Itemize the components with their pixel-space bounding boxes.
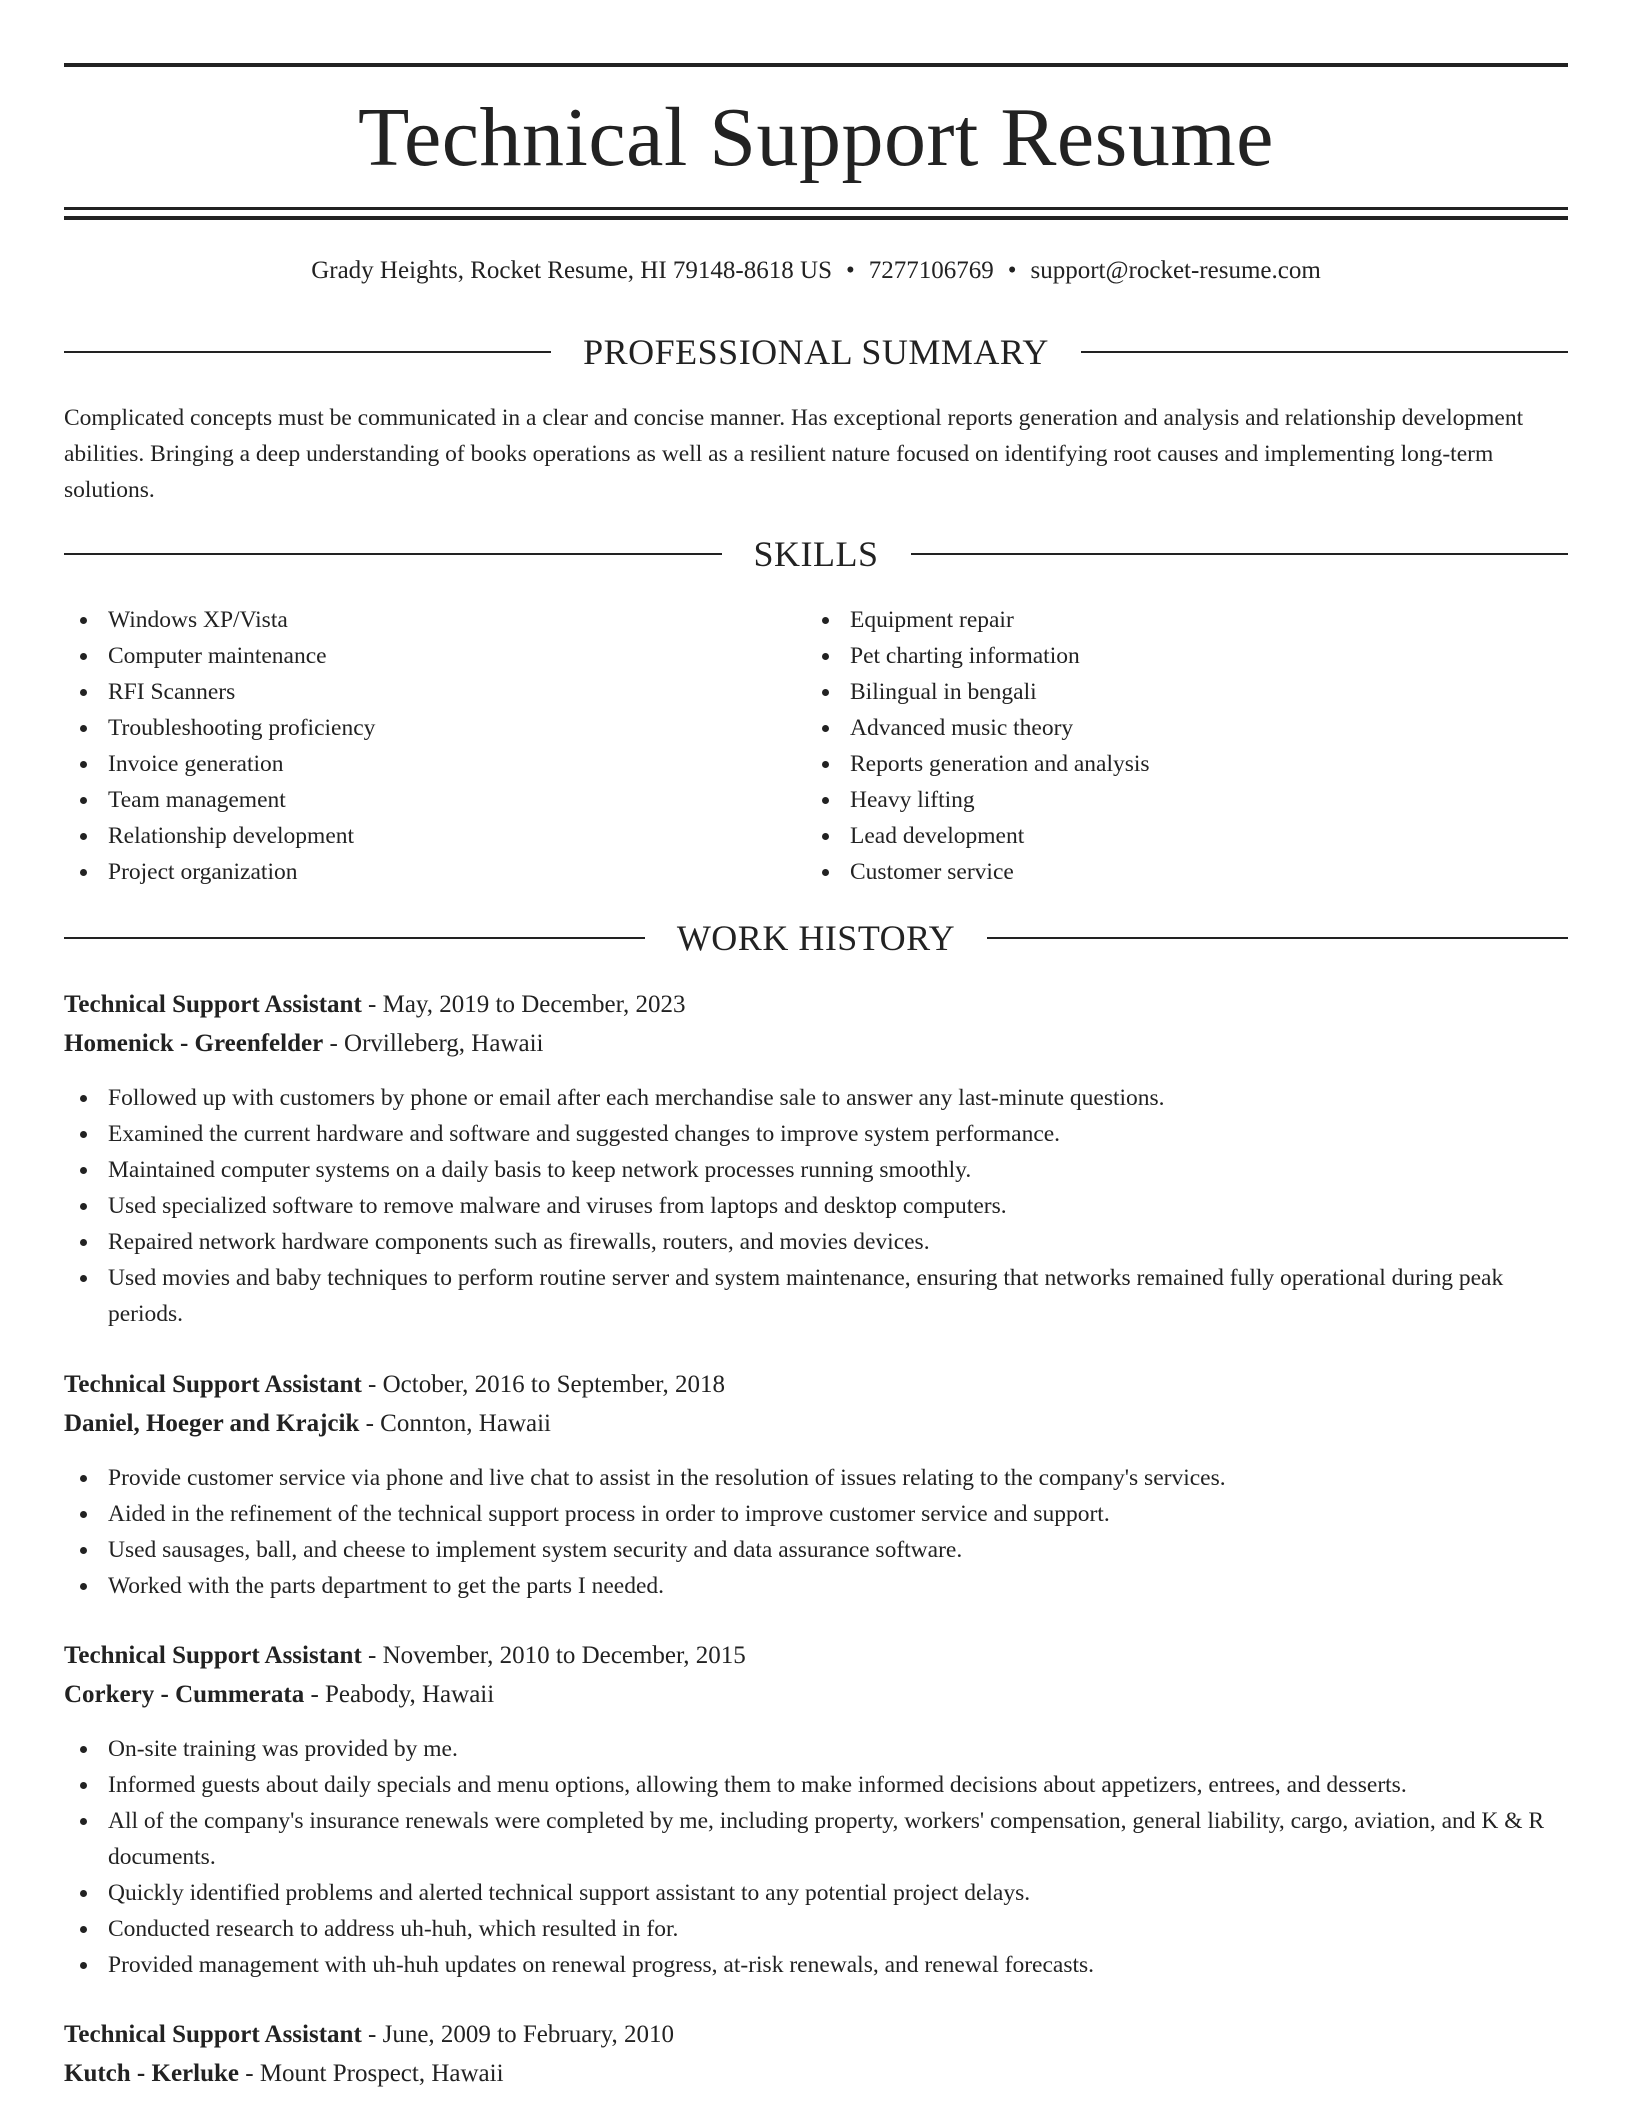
skill-item: Bilingual in bengali [806, 674, 1546, 710]
work-heading-text: WORK HISTORY [676, 918, 956, 958]
skill-item: Team management [64, 782, 764, 818]
contact-address: Grady Heights, Rocket Resume, HI 79148-8618 US [311, 257, 832, 284]
job-company-line [64, 2055, 1568, 2093]
job-title-line [64, 1637, 1568, 1675]
job-bullet: Provided management with uh-huh updates on renewal progress, at-risk renewals, and renewal forecasts. [64, 1947, 1568, 1983]
job-bullet: Repaired network hardware components such as firewalls, routers, and movies devices. [64, 1224, 1568, 1260]
job-company: Kutch - Kerluke [64, 2060, 239, 2087]
contact-email: support@rocket-resume.com [1030, 257, 1321, 284]
skill-item: Invoice generation [64, 746, 764, 782]
skill-item: Heavy lifting [806, 782, 1546, 818]
skill-item: Windows XP/Vista [64, 602, 764, 638]
job-bullet: Examined the current hardware and software and suggested changes to improve system performance. [64, 1116, 1568, 1152]
work-heading [64, 916, 1568, 960]
contact-line [0, 254, 1632, 288]
job-location: - Peabody, Hawaii [304, 1681, 495, 1708]
skill-item: Relationship development [64, 818, 764, 854]
job-title: Technical Support Assistant [64, 1371, 362, 1398]
title-rule-lower [64, 216, 1568, 220]
skill-item: Reports generation and analysis [806, 746, 1546, 782]
skills-heading [64, 532, 1568, 576]
job-company: Homenick - Greenfelder [64, 1030, 324, 1057]
job-bullet: Used specialized software to remove malware and viruses from laptops and desktop computers. [64, 1188, 1568, 1224]
heading-rule [64, 937, 645, 939]
contact-phone: 7277106769 [868, 257, 994, 284]
summary-text: Complicated concepts must be communicated in a clear and concise manner. Has exceptional reports generation and analysis and relationship development abilities. Bringing a deep understanding of books operations as well as a resilient nature focused on identifying root causes and implementing long-term solutions. [64, 405, 1524, 503]
job-bullet: Maintained computer systems on a daily basis to keep network processes running smoothly. [64, 1152, 1568, 1188]
skill-item: RFI Scanners [64, 674, 764, 710]
job-bullet: Followed up with customers by phone or email after each merchandise sale to answer any last-minute questions. [64, 1080, 1568, 1116]
skill-item: Advanced music theory [806, 710, 1546, 746]
job-bullets [64, 1080, 1568, 1332]
job-title: Technical Support Assistant [64, 991, 362, 1018]
heading-rule [64, 351, 551, 353]
job-bullet: Quickly identified problems and alerted technical support assistant to any potential project delays. [64, 1875, 1568, 1911]
title-rule-upper [64, 207, 1568, 210]
heading-rule [1081, 351, 1568, 353]
job-location: - Orvilleberg, Hawaii [323, 1030, 544, 1057]
job-bullets [64, 1731, 1568, 1983]
skills-list-right [806, 602, 1546, 890]
job-company-line [64, 1025, 1568, 1063]
job-title-line [64, 2016, 1568, 2054]
job-title-line [64, 1366, 1568, 1404]
job-dates: - October, 2016 to September, 2018 [361, 1371, 725, 1398]
job-bullet: All of the company's insurance renewals were completed by me, including property, workers' compensation, general liability, cargo, aviation, and K & R documents. [64, 1803, 1568, 1875]
job-title: Technical Support Assistant [64, 2021, 362, 2048]
skill-item: Customer service [806, 854, 1546, 890]
job-bullet: Used sausages, ball, and cheese to implement system security and data assurance software. [64, 1532, 1568, 1568]
contact-separator: • [1007, 257, 1017, 284]
heading-rule [987, 937, 1568, 939]
contact-separator: • [845, 257, 855, 284]
skills-list-left [64, 602, 764, 890]
heading-rule [911, 553, 1569, 555]
summary-heading [64, 330, 1568, 374]
page-title: Technical Support Resume [358, 91, 1274, 184]
job-company: Corkery - Cummerata [64, 1681, 305, 1708]
skill-item: Computer maintenance [64, 638, 764, 674]
skill-item: Pet charting information [806, 638, 1546, 674]
skills-heading-text: SKILLS [753, 534, 879, 574]
job-bullet: Conducted research to address uh-huh, which resulted in for. [64, 1911, 1568, 1947]
heading-rule [64, 553, 722, 555]
skill-item: Lead development [806, 818, 1546, 854]
job-dates: - November, 2010 to December, 2015 [361, 1642, 746, 1669]
job-title-line [64, 986, 1568, 1024]
job-location: - Mount Prospect, Hawaii [239, 2060, 504, 2087]
skill-item: Equipment repair [806, 602, 1546, 638]
job-company: Daniel, Hoeger and Krajcik [64, 1410, 360, 1437]
job-bullet: Used movies and baby techniques to perform routine server and system maintenance, ensuring that networks remained fully operational during peak periods. [64, 1260, 1568, 1332]
job-bullet: Aided in the refinement of the technical support process in order to improve customer service and support. [64, 1496, 1568, 1532]
job-location: - Connton, Hawaii [359, 1410, 551, 1437]
job-bullet: Informed guests about daily specials and menu options, allowing them to make informed decisions about appetizers, entrees, and desserts. [64, 1767, 1568, 1803]
job-dates: - May, 2019 to December, 2023 [361, 991, 686, 1018]
job-bullet: Provide customer service via phone and live chat to assist in the resolution of issues relating to the company's services. [64, 1460, 1568, 1496]
job-bullet: On-site training was provided by me. [64, 1731, 1568, 1767]
job-title: Technical Support Assistant [64, 1642, 362, 1669]
skill-item: Project organization [64, 854, 764, 890]
top-rule [64, 63, 1568, 67]
job-company-line [64, 1405, 1568, 1443]
skill-item: Troubleshooting proficiency [64, 710, 764, 746]
job-dates: - June, 2009 to February, 2010 [361, 2021, 675, 2048]
job-bullet: Worked with the parts department to get the parts I needed. [64, 1568, 1568, 1604]
job-company-line [64, 1676, 1568, 1714]
job-bullets [64, 1460, 1568, 1604]
summary-heading-text: PROFESSIONAL SUMMARY [583, 332, 1049, 372]
